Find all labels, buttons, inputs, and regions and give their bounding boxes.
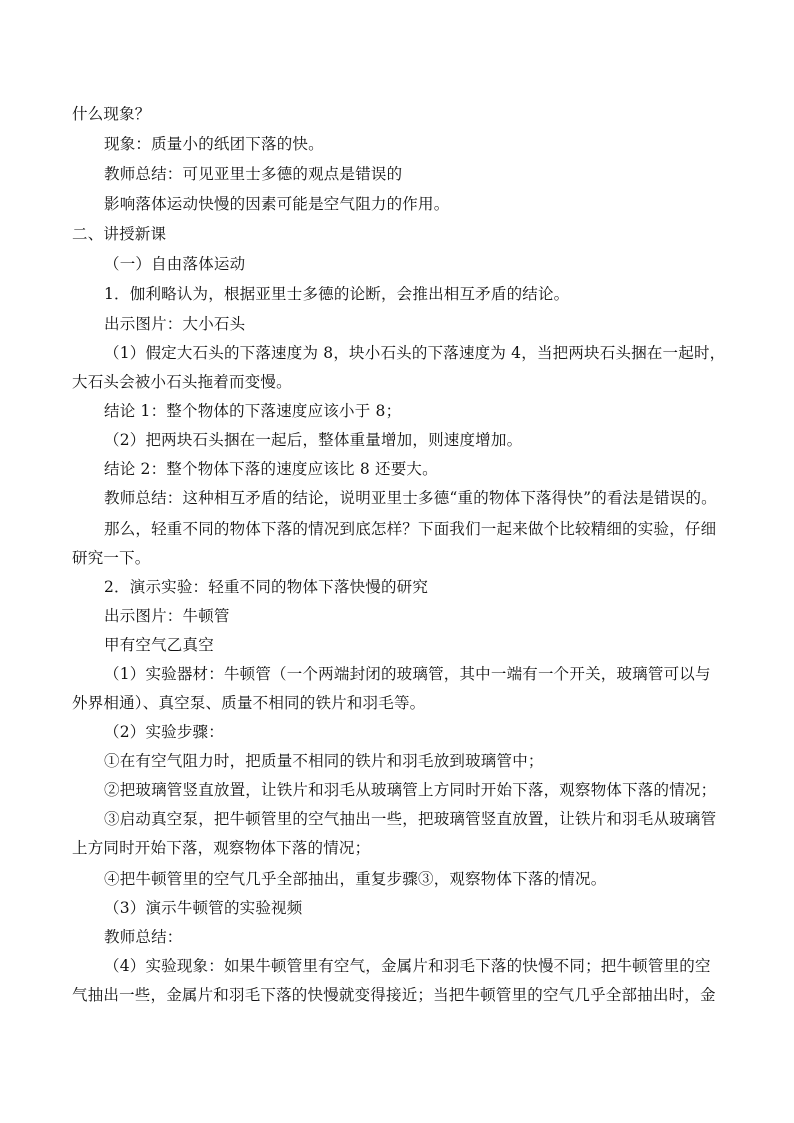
text-line: 影响落体运动快慢的因素可能是空气阻力的作用。 [104,195,450,213]
text-line: （2）实验步骤： [104,723,224,741]
text-line: （1）实验器材：牛顿管（一个两端封闭的玻璃管，其中一端有一个开关，玻璃管可以与 [104,665,711,683]
text-line: 出示图片：牛顿管 [104,607,230,625]
text-line: 结论 2：整个物体下落的速度应该比 8 还要大。 [104,460,438,478]
text-line: ①在有空气阻力时，把质量不相同的铁片和羽毛放到玻璃管中； [104,752,544,770]
text-line: （4）实验现象：如果牛顿管里有空气，金属片和羽毛下落的快慢不同；把牛顿管里的空 [104,957,711,975]
text-line: 教师总结：可见亚里士多德的观点是错误的 [104,165,403,183]
text-line: 那么，轻重不同的物体下落的情况到底怎样？下面我们一起来做个比较精细的实验，仔细 [104,520,717,538]
subsection-heading: （一）自由落体运动 [104,255,246,273]
text-line: ③启动真空泵，把牛顿管里的空气抽出一些，把玻璃管竖直放置，让铁片和羽毛从玻璃管 [104,810,717,828]
text-line: ④把牛顿管里的空气几乎全部抽出，重复步骤③，观察物体下落的情况。 [104,870,607,888]
text-line: 教师总结：这种相互矛盾的结论，说明亚里士多德“重的物体下落得快”的看法是错误的。 [104,489,717,507]
text-line: 什么现象？ [72,105,151,123]
section-heading: 二、讲授新课 [72,225,167,243]
text-line: 研究一下。 [72,549,151,567]
text-line: ②把玻璃管竖直放置，让铁片和羽毛从玻璃管上方同时开始下落，观察物体下落的情况； [104,781,717,799]
text-line: 1．伽利略认为，根据亚里士多德的论断，会推出相互矛盾的结论。 [104,285,570,303]
text-line: 甲有空气乙真空 [104,636,214,654]
text-line: 出示图片：大小石头 [104,315,246,333]
text-line: （2）把两块石头捆在一起后，整体重量增加，则速度增加。 [104,431,523,449]
text-line: 气抽出一些，金属片和羽毛下落的快慢就变得接近；当把牛顿管里的空气几乎全部抽出时，金 [72,986,716,1004]
text-line: 上方同时开始下落，观察物体下落的情况； [72,839,371,857]
text-line: 结论 1：整个物体的下落速度应该小于 8； [104,402,402,420]
text-line: 现象：质量小的纸团下落的快。 [104,135,324,153]
text-line: 2．演示实验：轻重不同的物体下落快慢的研究 [104,578,429,596]
text-line: 大石头会被小石头拖着而变慢。 [72,373,292,391]
text-line: 教师总结： [104,928,183,946]
text-line: 外界相通）、真空泵、质量不相同的铁片和羽毛等。 [72,694,426,712]
text-line: （1）假定大石头的下落速度为 8，块小石头的下落速度为 4，当把两块石头捆在一起时， [104,344,726,362]
text-line: （3）演示牛顿管的实验视频 [104,899,303,917]
